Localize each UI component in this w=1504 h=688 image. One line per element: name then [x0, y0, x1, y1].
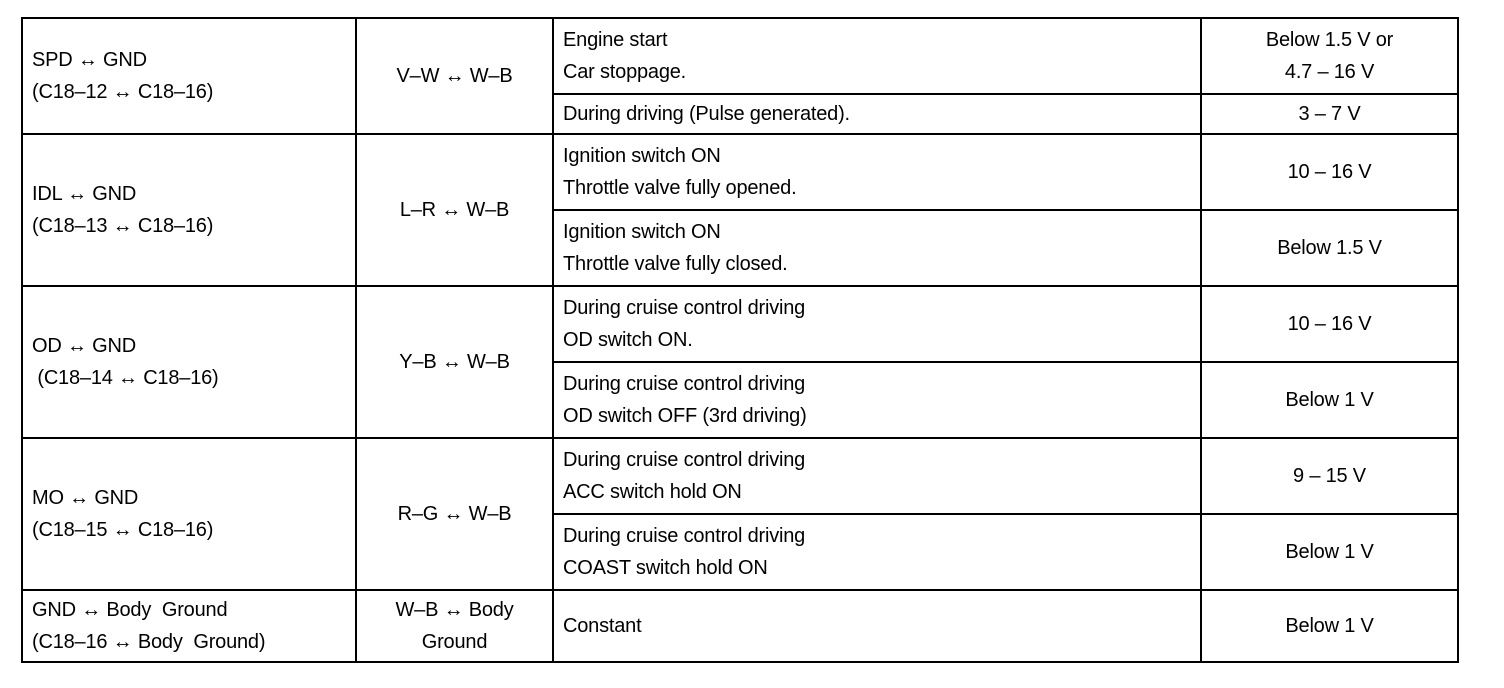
condition-cell	[553, 18, 1201, 94]
condition-cell	[553, 94, 1201, 134]
spec-cell	[1201, 362, 1458, 438]
spec-value: 4.7 – 16 V	[1284, 61, 1375, 83]
condition-line: During cruise control driving	[563, 373, 806, 395]
terminal-cell	[22, 286, 356, 438]
terminal-voltage-table	[21, 17, 1459, 663]
table-row	[22, 18, 1458, 94]
terminal-pins: (C18–15 ↔ C18–16)	[32, 519, 214, 541]
condition-cell	[553, 210, 1201, 286]
wiring-color-cell	[356, 438, 553, 590]
wiring-color: V–W ↔ W–B	[396, 65, 513, 87]
condition-cell	[553, 134, 1201, 210]
condition-line: Throttle valve fully opened.	[563, 177, 797, 199]
condition-cell	[553, 590, 1201, 662]
spec-value: Below 1.5 V or	[1265, 29, 1394, 51]
condition-line: Throttle valve fully closed.	[563, 253, 788, 275]
spec-value: Below 1.5 V	[1277, 237, 1382, 259]
condition-cell	[553, 438, 1201, 514]
terminal-pins: (C18–13 ↔ C18–16)	[32, 215, 214, 237]
condition-line: Engine start	[563, 29, 668, 51]
spec-value: 10 – 16 V	[1287, 161, 1372, 183]
spec-cell	[1201, 514, 1458, 590]
wiring-color-cell	[356, 286, 553, 438]
condition-line: During cruise control driving	[563, 525, 806, 547]
spec-value: Below 1 V	[1285, 389, 1374, 411]
terminal-cell	[22, 134, 356, 286]
spec-cell	[1201, 438, 1458, 514]
condition-line: OD switch ON.	[563, 329, 693, 351]
table-row	[22, 286, 1458, 362]
terminal-name: IDL ↔ GND	[32, 183, 137, 205]
wiring-color-cell	[356, 18, 553, 134]
table-row	[22, 438, 1458, 514]
terminal-name: OD ↔ GND	[32, 335, 136, 357]
wiring-color: R–G ↔ W–B	[397, 503, 512, 525]
spec-cell	[1201, 94, 1458, 134]
condition-cell	[553, 362, 1201, 438]
terminal-name: MO ↔ GND	[32, 487, 139, 509]
terminal-cell	[22, 590, 356, 662]
condition-line: During cruise control driving	[563, 297, 806, 319]
terminal-name: GND ↔ Body Ground	[32, 599, 228, 621]
terminal-pins: (C18–16 ↔ Body Ground)	[32, 631, 266, 653]
wiring-color-cell	[356, 590, 553, 662]
condition-line: Ignition switch ON	[563, 145, 721, 167]
spec-value: Below 1 V	[1285, 615, 1374, 637]
condition-cell	[553, 514, 1201, 590]
spec-value: 3 – 7 V	[1298, 103, 1361, 125]
spec-cell	[1201, 18, 1458, 94]
wiring-color: W–B ↔ Body	[395, 599, 514, 621]
condition-line: During driving (Pulse generated).	[563, 103, 850, 125]
spec-cell	[1201, 286, 1458, 362]
condition-line: Car stoppage.	[563, 61, 687, 83]
spec-cell	[1201, 210, 1458, 286]
terminal-cell	[22, 438, 356, 590]
spec-value: Below 1 V	[1285, 541, 1374, 563]
condition-line: OD switch OFF (3rd driving)	[563, 405, 807, 427]
condition-line: Ignition switch ON	[563, 221, 721, 243]
terminal-name: SPD ↔ GND	[32, 49, 147, 71]
table-row	[22, 134, 1458, 210]
wiring-color: Ground	[421, 631, 488, 653]
spec-value: 10 – 16 V	[1287, 313, 1372, 335]
condition-line: ACC switch hold ON	[563, 481, 742, 503]
wiring-color: L–R ↔ W–B	[399, 199, 510, 221]
inspection-table-container	[21, 17, 1459, 663]
spec-cell	[1201, 134, 1458, 210]
spec-cell	[1201, 590, 1458, 662]
terminal-cell	[22, 18, 356, 134]
terminal-pins: (C18–14 ↔ C18–16)	[32, 367, 219, 389]
table-row	[22, 590, 1458, 662]
wiring-color-cell	[356, 134, 553, 286]
condition-cell	[553, 286, 1201, 362]
spec-value: 9 – 15 V	[1293, 465, 1366, 487]
condition-line: Constant	[563, 615, 642, 637]
condition-line: During cruise control driving	[563, 449, 806, 471]
wiring-color: Y–B ↔ W–B	[399, 351, 510, 373]
terminal-pins: (C18–12 ↔ C18–16)	[32, 81, 214, 103]
condition-line: COAST switch hold ON	[563, 557, 768, 579]
